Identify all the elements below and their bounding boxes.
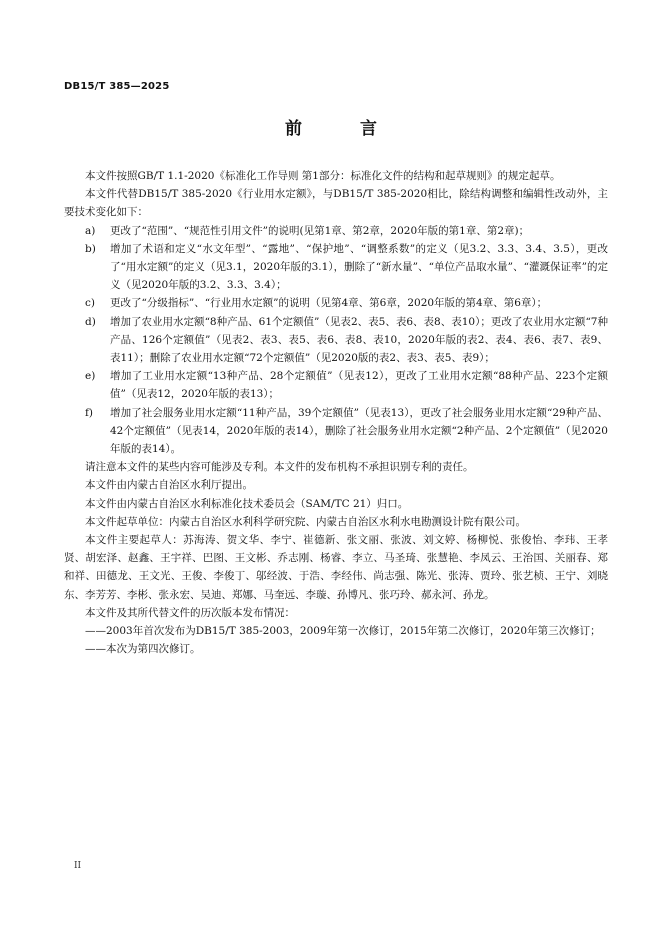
proposer-statement: 本文件由内蒙古自治区水利厅提出。 (85, 479, 253, 492)
change-item-b (64, 240, 608, 295)
patent-notice: 请注意本文件的某些内容可能涉及专利。本文件的发布机构不承担识别专利的责任。 (85, 461, 474, 474)
committee-statement: 本文件由内蒙古自治区水利标准化技术委员会（SAM/TC 21）归口。 (85, 497, 409, 510)
list-marker: f) (85, 406, 93, 419)
page-title: 前 言 (285, 119, 403, 139)
list-marker: d) (85, 315, 96, 328)
history-item: ——2003年首次发布为DB15/T 385-2003，2009年第一次修订，2015年第二次修订，2020年第三次修订； (85, 625, 601, 638)
change-text: 更改了“分级指标”、“行业用水定额”的说明（见第4章、第6章，2020年版的第4章、第6章）； (110, 297, 548, 310)
change-text: 增加了工业用水定额“13种产品、28个定额值”（见表12），更改了工业用水定额“88种产品、223个定额值”（见表12，2020年版的表13）； (110, 370, 608, 401)
list-marker: e) (85, 370, 96, 383)
change-item-c (64, 294, 608, 312)
intro-paragraph-1: 本文件按照GB/T 1.1-2020《标准化工作导则 第1部分：标准化文件的结构和起草规则》的规定起草。 (85, 170, 561, 182)
history-heading: 本文件及其所代替文件的历次版本发布情况： (85, 606, 295, 619)
change-item-f (64, 404, 608, 459)
list-marker: b) (85, 242, 96, 255)
change-item-a (64, 222, 608, 240)
foreword-body (64, 167, 608, 658)
change-text: 增加了农业用水定额“8种产品、61个定额值”（见表2、表5、表6、表8、表10）；更改了农业用水定额“7种产品、126个定额值”（见表2、表3、表5、表6、表8、表10，2020年版的表2、表4、表6、表7、表9、表11）；删除了农业用水定额“72个定额值”（见2020版的表2、表3、表5、表9）； (110, 315, 608, 365)
change-item-e (64, 367, 608, 403)
standard-code: DB15/T 385—2025 (64, 81, 170, 92)
intro-paragraph-2: 本文件代替DB15/T 385-2020《行业用水定额》，与DB15/T 385-2020相比，除结构调整和编辑性改动外，主要技术变化如下： (64, 188, 608, 219)
change-item-d (64, 313, 608, 368)
change-text: 增加了术语和定义“水文年型”、“露地”、“保护地”、“调整系数”的定义（见3.2、3.3、3.4、3.5），更改了“用水定额”的定义（见3.1，2020年版的3.1），删除了“新水量”、“单位产品取水量”、“灌溉保证率”的定义（见2020年版的3.2、3.3、3.4）； (110, 242, 608, 292)
change-text: 增加了社会服务业用水定额“11种产品，39个定额值”（见表13），更改了社会服务业用水定额“29种产品、42个定额值”（见表14，2020年版的表14），删除了社会服务业用水定额“2种产品、2个定额值”（见2020年版的表14）。 (110, 406, 608, 456)
change-text: 更改了“范围”、“规范性引用文件”的说明(见第1章、第2章，2020年版的第1章、第2章)； (110, 224, 530, 237)
page-number: II (74, 861, 82, 871)
drafting-units: 本文件起草单位：内蒙古自治区水利科学研究院、内蒙古自治区水利水电勘测设计院有限公司。 (85, 515, 526, 528)
list-marker: c) (85, 297, 95, 310)
list-marker: a) (85, 224, 96, 237)
drafters-list: 本文件主要起草人：苏海涛、贺文华、李宁、崔德新、张文丽、张波、刘文婷、杨柳悦、张俊怡、李玮、王孝贤、胡宏泽、赵鑫、王宇祥、巴图、王文彬、乔志刚、杨睿、李立、马圣琦、张慧艳、李凤云、王治国、关丽春、郑和祥、田德龙、王文光、王俊、李俊丁、邬经波、于浩、李经伟、尚志强、陈光、张涛、贾玲、张艺桢、王宁、刘晓东、李芳芳、李彬、张永宏、吴迪、郑娜、马奎远、李璇、孙博凡、张巧玲、郝永河、孙龙。 (64, 534, 608, 601)
history-item: ——本次为第四次修订。 (85, 643, 201, 656)
